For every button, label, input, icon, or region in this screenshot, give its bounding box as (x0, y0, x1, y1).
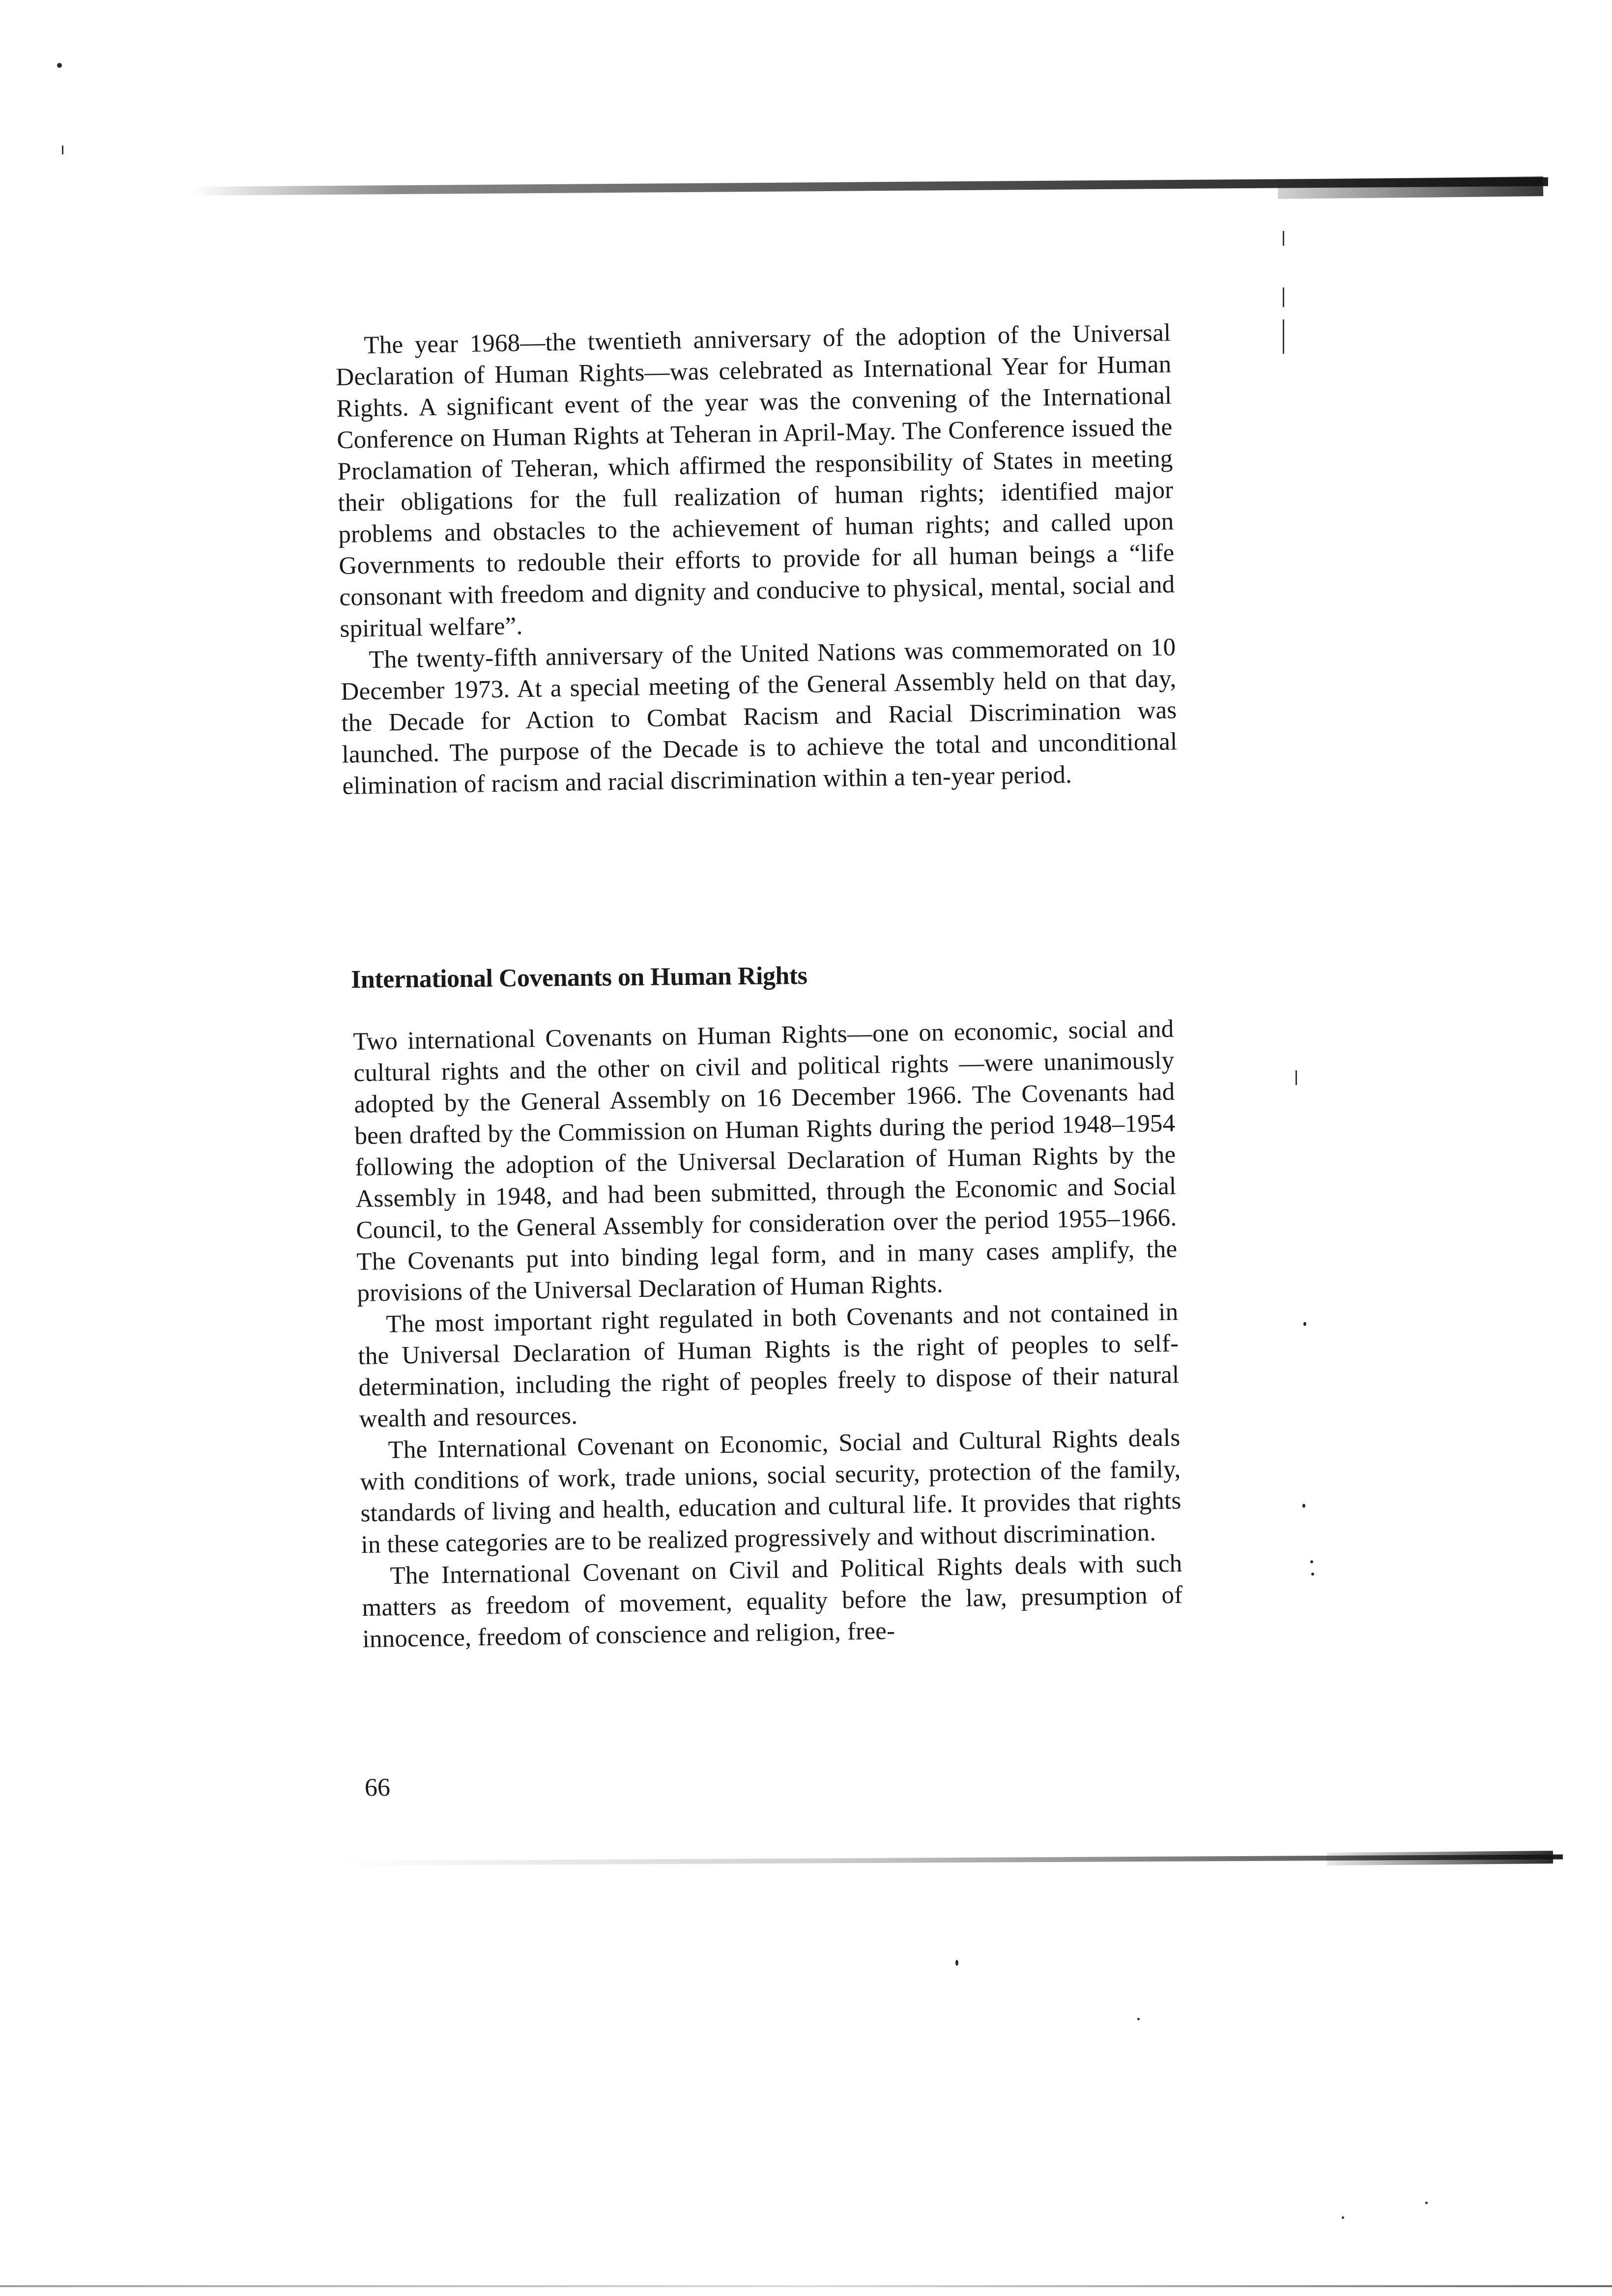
section-text-block (353, 1013, 1183, 1655)
page-number: 66 (364, 1773, 391, 1802)
scan-speck (1137, 2018, 1140, 2020)
scan-artifact-footer-line (0, 2285, 1612, 2287)
scan-speck (1303, 1322, 1306, 1326)
scan-speck (1311, 1573, 1314, 1576)
scan-speck (1283, 231, 1284, 246)
paragraph: The most important right regulated in both Covenants and not contained in the Universal Declaration of Human Rights is the right of peoples to self-determination, including the right of peoples freely to dispose of their natural wealth and resources. (358, 1298, 1180, 1433)
paragraph: The twenty-fifth anniversary of the United Nations was commemorated on 10 December 1973. At a special meeting of the General Assembly held on that day, the Decade for Action to Combat Racism and Racial Discrimination was launched. The purpose of the Decade is to achieve the total and unconditional elimination of racism and racial discrimination within a ten-year period. (341, 633, 1178, 800)
scan-speck (1310, 1560, 1313, 1563)
section-heading: International Covenants on Human Rights (351, 961, 807, 994)
paragraph: Two international Covenants on Human Rights—one on economic, social and cultural rights and the other on civil and political rights —were unanimously adopted by the General Assembly on 16 December 1966. The Covenants had been drafted by the Commission on Human Rights during the period 1948–1954 following the adoption of the Universal Declaration of Human Rights by the Assembly in 1948, and had been submitted, through the Economic and Social Council, to the General Assembly for consideration over the period 1955–1966. The Covenants put into binding legal form, and in many cases amplify, the provisions of the Universal Declaration of Human Rights. (353, 1015, 1178, 1307)
scan-speck (1295, 1070, 1297, 1085)
paragraph: The International Covenant on Civil and Political Rights deals with such matters as freedom of movement, equality before the law, presumption of innocence, freedom of conscience and religion, free- (362, 1550, 1183, 1653)
scan-artifact-bottom-edge (1327, 1851, 1553, 1866)
scan-speck (1425, 2202, 1428, 2204)
paragraph: The International Covenant on Economic, Social and Cultural Rights deals with conditions of work, trade unions, social security, protection of the family, standards of living and health, education and cultural life. It provides that rights in these categories are to be realized progressively and without discrimination. (360, 1424, 1181, 1559)
scan-speck (1283, 319, 1284, 354)
scan-speck (57, 63, 62, 68)
paragraph: The year 1968—the twentieth anniversary of the adoption of the Universal Declaration of Human Rights—was celebrated as International Year for Human Rights. A significant event of the year was the convening of the International Conference on Human Rights at Teheran in April-May. The Conference issued the Proclamation of Teheran, which affirmed the responsibility of States in meeting their obligations for the full realization of human rights; identified major problems and obstacles to the achievement of human rights; and called upon Governments to redouble their efforts to provide for all human beings a “life consonant with freedom and dignity and conducive to physical, mental, social and spiritual welfare”. (336, 319, 1175, 643)
scan-speck (62, 145, 63, 154)
scan-speck (1283, 287, 1284, 307)
scan-speck (955, 1960, 958, 1966)
scan-speck (1302, 1504, 1305, 1508)
scan-artifact-top-edge (1278, 176, 1543, 199)
intro-text-block (335, 317, 1178, 802)
scan-speck (1342, 2216, 1344, 2219)
